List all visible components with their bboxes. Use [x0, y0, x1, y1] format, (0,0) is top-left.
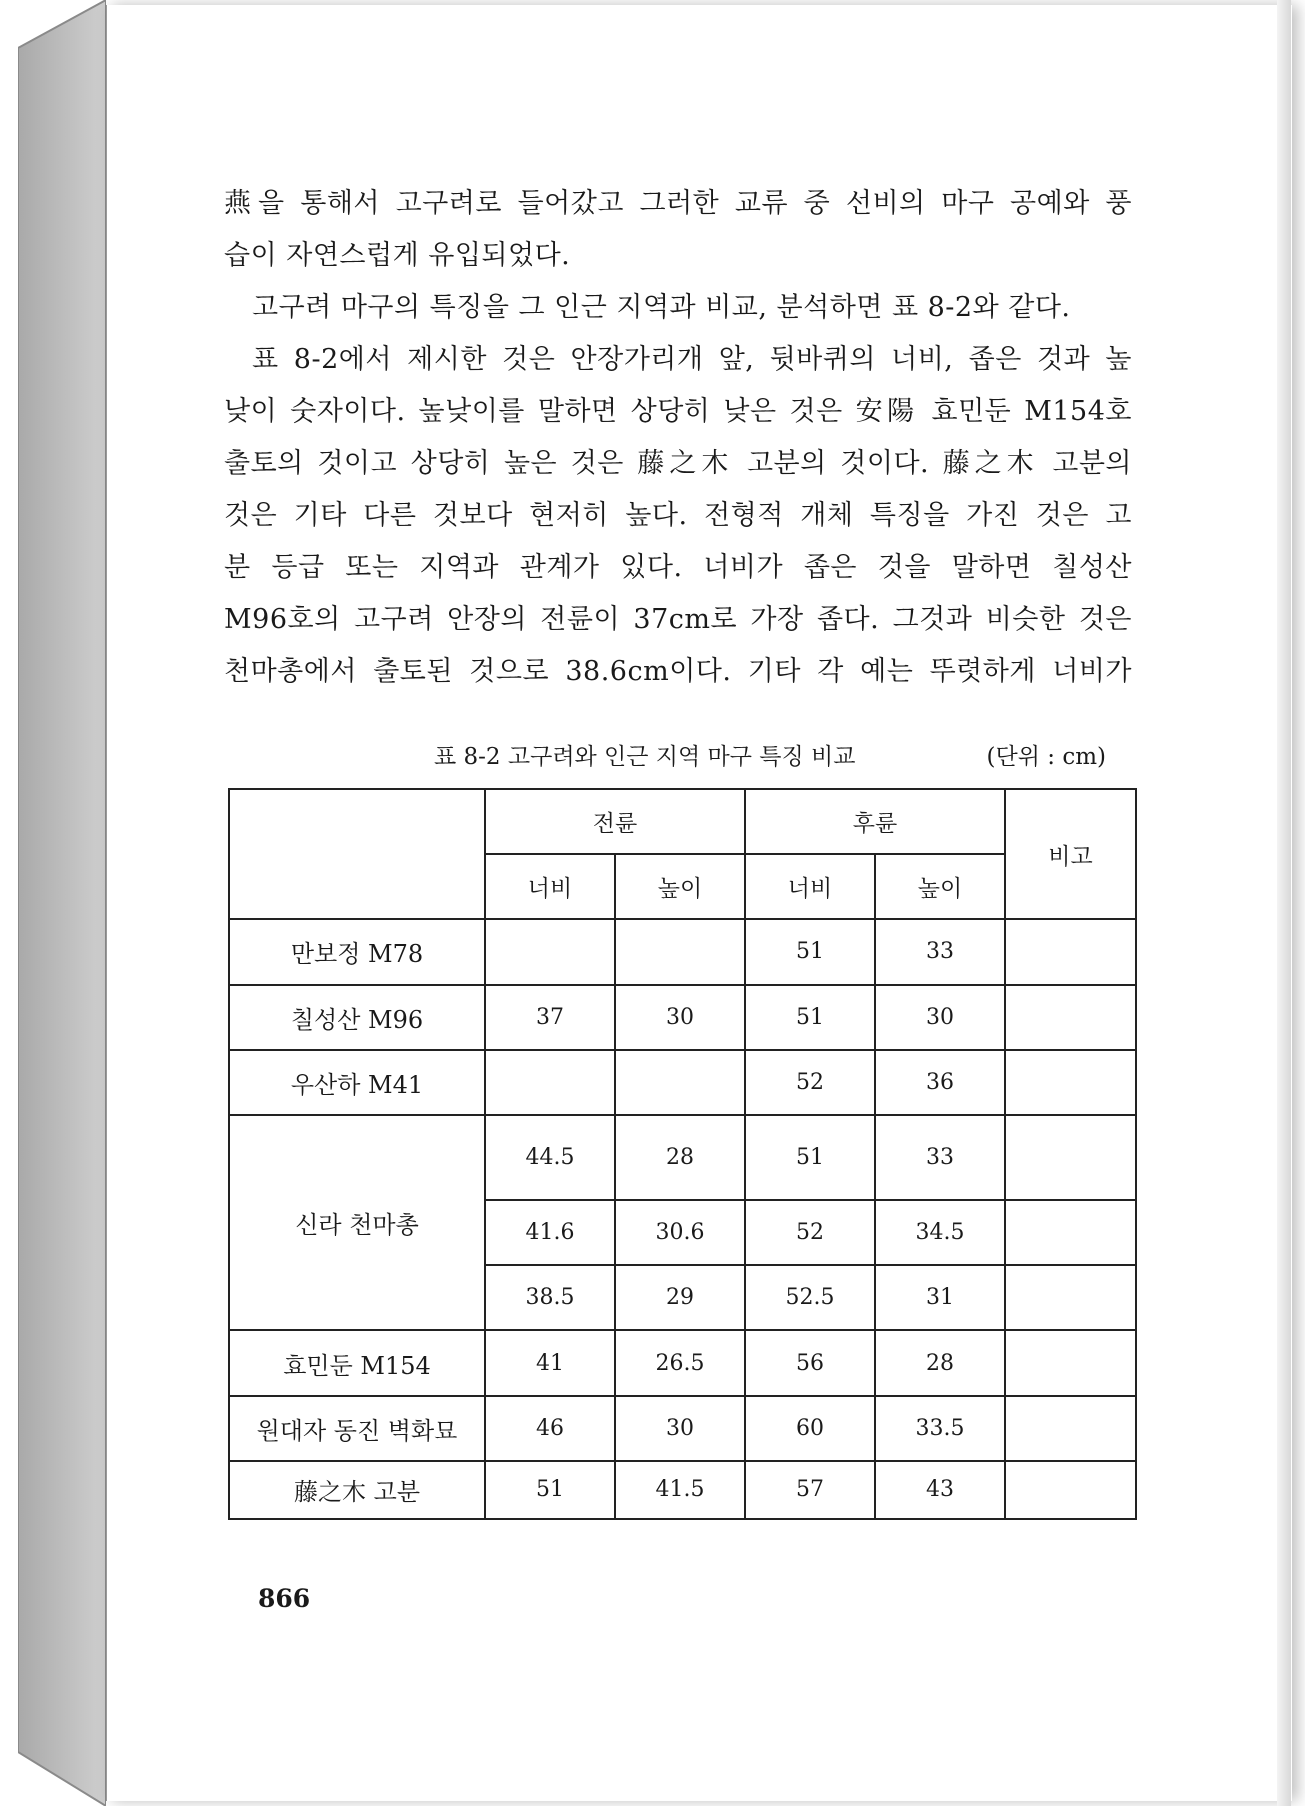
- rear-width-cell: 52: [745, 1200, 875, 1265]
- header-front-height: 높이: [615, 854, 745, 919]
- rear-width-cell: 51: [745, 919, 875, 984]
- rear-width-cell: 52.5: [745, 1265, 875, 1330]
- header-row: [229, 789, 1136, 854]
- text-line: M96호의 고구려 안장의 전륜이 37cm로 가장 좁다. 그것과 비슷한 것은: [224, 604, 1132, 635]
- rear-height-cell: 36: [875, 1050, 1005, 1115]
- paragraph-3: [224, 334, 1132, 698]
- site-cell: 우산하 M41: [229, 1050, 485, 1115]
- table-row: [229, 1461, 1136, 1519]
- front-width-cell: 41.6: [485, 1200, 615, 1265]
- front-width-cell: 37: [485, 985, 615, 1050]
- remarks-cell: [1005, 1330, 1136, 1395]
- table-caption: [434, 738, 1106, 771]
- front-height-cell: 30: [615, 985, 745, 1050]
- table-unit: (단위 : cm): [986, 744, 1106, 770]
- front-height-cell: 30: [615, 1396, 745, 1461]
- remarks-cell: [1005, 1396, 1136, 1461]
- header-rear-height: 높이: [875, 854, 1005, 919]
- table-row: [229, 985, 1136, 1050]
- text-line: 분 등급 또는 지역과 관계가 있다. 너비가 좁은 것을 말하면 칠성산: [224, 552, 1132, 583]
- text-line: 燕을 통해서 고구려로 들어갔고 그러한 교류 중 선비의 마구 공예와 풍: [224, 188, 1132, 219]
- table-row: [229, 1050, 1136, 1115]
- site-cell: 칠성산 M96: [229, 985, 485, 1050]
- header-remarks: 비고: [1005, 789, 1136, 919]
- site-cell: 원대자 동진 벽화묘: [229, 1396, 485, 1461]
- site-cell: 신라 천마총: [229, 1115, 485, 1331]
- remarks-cell: [1005, 1200, 1136, 1265]
- rear-width-cell: 56: [745, 1330, 875, 1395]
- page-number: 866: [258, 1584, 311, 1613]
- front-width-cell: 46: [485, 1396, 615, 1461]
- paragraph-2: [224, 282, 1132, 334]
- rear-height-cell: 30: [875, 985, 1005, 1050]
- front-width-cell: 44.5: [485, 1115, 615, 1200]
- rear-height-cell: 28: [875, 1330, 1005, 1395]
- front-height-cell: 29: [615, 1265, 745, 1330]
- front-width-cell: 38.5: [485, 1265, 615, 1330]
- rear-height-cell: 34.5: [875, 1200, 1005, 1265]
- table-row: [229, 1115, 1136, 1200]
- text-line: 출토의 것이고 상당히 높은 것은 藤之木 고분의 것이다. 藤之木 고분의: [224, 448, 1132, 479]
- remarks-cell: [1005, 1115, 1136, 1200]
- table-title: 표 8-2 고구려와 인근 지역 마구 특징 비교: [434, 744, 856, 770]
- header-front: 전륜: [485, 789, 745, 854]
- front-width-cell: [485, 919, 615, 984]
- front-width-cell: 51: [485, 1461, 615, 1519]
- table-row: [229, 1330, 1136, 1395]
- remarks-cell: [1005, 1461, 1136, 1519]
- rear-width-cell: 51: [745, 985, 875, 1050]
- front-height-cell: 26.5: [615, 1330, 745, 1395]
- text-line: 천마총에서 출토된 것으로 38.6cm이다. 기타 각 예는 뚜렷하게 너비가: [224, 656, 1132, 687]
- table-row: [229, 919, 1136, 984]
- front-width-cell: 41: [485, 1330, 615, 1395]
- text-line: 낮이 숫자이다. 높낮이를 말하면 상당히 낮은 것은 安陽 효민둔 M154호: [224, 396, 1132, 427]
- rear-width-cell: 57: [745, 1461, 875, 1519]
- paragraph-1: [224, 178, 1132, 282]
- rear-width-cell: 51: [745, 1115, 875, 1200]
- remarks-cell: [1005, 985, 1136, 1050]
- header-front-width: 너비: [485, 854, 615, 919]
- text-line: 것은 기타 다른 것보다 현저히 높다. 전형적 개체 특징을 가진 것은 고: [224, 500, 1132, 531]
- header-empty-cell: [229, 789, 485, 919]
- remarks-cell: [1005, 1265, 1136, 1330]
- rear-width-cell: 52: [745, 1050, 875, 1115]
- header-rear: 후륜: [745, 789, 1005, 854]
- front-width-cell: [485, 1050, 615, 1115]
- book-spine: [18, 0, 106, 1806]
- text-line: 습이 자연스럽게 유입되었다.: [224, 240, 571, 271]
- rear-width-cell: 60: [745, 1396, 875, 1461]
- comparison-table: [228, 788, 1137, 1520]
- rear-height-cell: 43: [875, 1461, 1005, 1519]
- front-height-cell: 41.5: [615, 1461, 745, 1519]
- header-rear-width: 너비: [745, 854, 875, 919]
- rear-height-cell: 33: [875, 919, 1005, 984]
- remarks-cell: [1005, 919, 1136, 984]
- body-text: [224, 178, 1132, 698]
- text-line: 고구려 마구의 특징을 그 인근 지역과 비교, 분석하면 표 8-2와 같다.: [252, 292, 1071, 323]
- front-height-cell: 30.6: [615, 1200, 745, 1265]
- front-height-cell: [615, 1050, 745, 1115]
- rear-height-cell: 33: [875, 1115, 1005, 1200]
- remarks-cell: [1005, 1050, 1136, 1115]
- site-cell: 효민둔 M154: [229, 1330, 485, 1395]
- front-height-cell: [615, 919, 745, 984]
- table-row: [229, 1396, 1136, 1461]
- site-cell: 藤之木 고분: [229, 1461, 485, 1519]
- rear-height-cell: 33.5: [875, 1396, 1005, 1461]
- page-edge: [1277, 0, 1291, 1806]
- text-line: 표 8-2에서 제시한 것은 안장가리개 앞, 뒷바퀴의 너비, 좁은 것과 높: [252, 344, 1132, 375]
- site-cell: 만보정 M78: [229, 919, 485, 984]
- rear-height-cell: 31: [875, 1265, 1005, 1330]
- front-height-cell: 28: [615, 1115, 745, 1200]
